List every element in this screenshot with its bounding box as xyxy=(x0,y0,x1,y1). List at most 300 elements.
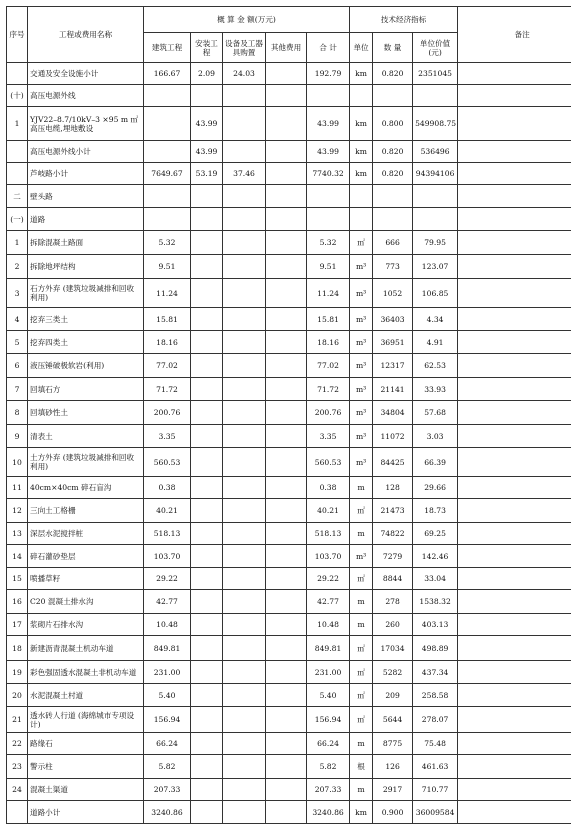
row-seq: 8 xyxy=(7,401,28,425)
row-unit-value: 498.89 xyxy=(413,636,458,661)
row-remark xyxy=(458,425,571,448)
row-unit xyxy=(350,85,373,107)
row-unit-value: 94394106 xyxy=(413,163,458,185)
header-unit: 单位 xyxy=(350,33,373,63)
row-other xyxy=(266,163,307,185)
row-total: 207.33 xyxy=(307,779,350,801)
row-construction: 156.94 xyxy=(144,707,191,733)
table-row xyxy=(7,279,571,308)
row-installation xyxy=(191,231,223,255)
row-seq xyxy=(7,63,28,85)
row-equipment xyxy=(223,354,266,378)
row-other xyxy=(266,733,307,755)
row-name: 水泥混凝土村道 xyxy=(28,684,144,707)
row-construction xyxy=(144,85,191,107)
row-seq: (一) xyxy=(7,208,28,231)
header-construction: 建筑工程 xyxy=(144,33,191,63)
row-equipment xyxy=(223,755,266,779)
row-total: 192.79 xyxy=(307,63,350,85)
row-seq: 2 xyxy=(7,255,28,279)
header-remark: 备注 xyxy=(458,7,571,63)
row-remark xyxy=(458,185,571,208)
row-unit: m xyxy=(350,590,373,614)
row-name: 芦岐路小计 xyxy=(28,163,144,185)
row-remark xyxy=(458,733,571,755)
row-equipment xyxy=(223,636,266,661)
row-total: 5.40 xyxy=(307,684,350,707)
row-name: 清表土 xyxy=(28,425,144,448)
row-quantity: 11072 xyxy=(373,425,413,448)
row-quantity: 21141 xyxy=(373,378,413,401)
row-quantity xyxy=(373,185,413,208)
row-equipment xyxy=(223,661,266,684)
row-total: 43.99 xyxy=(307,107,350,141)
row-quantity: 126 xyxy=(373,755,413,779)
row-installation xyxy=(191,255,223,279)
row-construction: 29.22 xyxy=(144,568,191,590)
table-row xyxy=(7,661,571,684)
table-row xyxy=(7,707,571,733)
row-name: 挖弃三类土 xyxy=(28,308,144,331)
row-installation xyxy=(191,208,223,231)
row-remark xyxy=(458,661,571,684)
row-equipment xyxy=(223,279,266,308)
row-equipment xyxy=(223,107,266,141)
row-quantity: 84425 xyxy=(373,448,413,477)
row-construction: 66.24 xyxy=(144,733,191,755)
row-name: C20 混凝土排水沟 xyxy=(28,590,144,614)
row-seq: 1 xyxy=(7,231,28,255)
row-unit: m³ xyxy=(350,308,373,331)
row-unit: m xyxy=(350,477,373,499)
row-remark xyxy=(458,614,571,636)
row-unit-value xyxy=(413,185,458,208)
row-unit-value: 536496 xyxy=(413,141,458,163)
row-remark xyxy=(458,448,571,477)
row-name: 回填砂性土 xyxy=(28,401,144,425)
row-equipment xyxy=(223,231,266,255)
row-total xyxy=(307,185,350,208)
row-equipment xyxy=(223,378,266,401)
row-total: 0.38 xyxy=(307,477,350,499)
row-quantity: 36951 xyxy=(373,331,413,354)
row-construction: 71.72 xyxy=(144,378,191,401)
row-seq: 19 xyxy=(7,661,28,684)
row-quantity: 8844 xyxy=(373,568,413,590)
row-total: 560.53 xyxy=(307,448,350,477)
row-unit-value: 4.34 xyxy=(413,308,458,331)
row-unit: km xyxy=(350,107,373,141)
row-remark xyxy=(458,85,571,107)
row-remark xyxy=(458,231,571,255)
row-remark xyxy=(458,279,571,308)
row-unit xyxy=(350,185,373,208)
header-quantity: 数 量 xyxy=(373,33,413,63)
row-unit: m³ xyxy=(350,401,373,425)
row-total: 200.76 xyxy=(307,401,350,425)
row-total: 66.24 xyxy=(307,733,350,755)
row-unit-value: 1538.32 xyxy=(413,590,458,614)
table-body xyxy=(7,63,571,824)
row-seq: 7 xyxy=(7,378,28,401)
row-name: 三向土工格栅 xyxy=(28,499,144,523)
row-other xyxy=(266,801,307,824)
row-quantity: 128 xyxy=(373,477,413,499)
row-remark xyxy=(458,107,571,141)
row-quantity: 666 xyxy=(373,231,413,255)
row-other xyxy=(266,523,307,545)
row-construction: 166.67 xyxy=(144,63,191,85)
row-other xyxy=(266,684,307,707)
row-total xyxy=(307,85,350,107)
row-other xyxy=(266,499,307,523)
row-construction xyxy=(144,208,191,231)
row-construction: 560.53 xyxy=(144,448,191,477)
row-unit-value: 549908.75 xyxy=(413,107,458,141)
table-row xyxy=(7,308,571,331)
row-unit-value: 461.63 xyxy=(413,755,458,779)
row-unit: m³ xyxy=(350,425,373,448)
row-installation xyxy=(191,85,223,107)
row-unit-value: 75.48 xyxy=(413,733,458,755)
row-installation xyxy=(191,636,223,661)
row-seq xyxy=(7,141,28,163)
header-unit-value: 单位价值(元) xyxy=(413,33,458,63)
row-other xyxy=(266,85,307,107)
row-unit-value: 123.07 xyxy=(413,255,458,279)
row-quantity: 0.800 xyxy=(373,107,413,141)
row-seq: 18 xyxy=(7,636,28,661)
row-construction: 7649.67 xyxy=(144,163,191,185)
table-row xyxy=(7,477,571,499)
row-quantity: 17034 xyxy=(373,636,413,661)
row-unit: km xyxy=(350,801,373,824)
row-name: 高压电源外线小计 xyxy=(28,141,144,163)
table-row xyxy=(7,590,571,614)
row-seq xyxy=(7,163,28,185)
row-installation xyxy=(191,684,223,707)
row-remark xyxy=(458,378,571,401)
row-seq: 1 xyxy=(7,107,28,141)
row-equipment xyxy=(223,545,266,568)
row-total: 18.16 xyxy=(307,331,350,354)
row-installation xyxy=(191,523,223,545)
row-equipment xyxy=(223,85,266,107)
row-unit: 根 xyxy=(350,755,373,779)
row-equipment xyxy=(223,801,266,824)
row-equipment xyxy=(223,425,266,448)
row-installation: 43.99 xyxy=(191,141,223,163)
header-tech: 技术经济指标 xyxy=(350,7,458,33)
row-equipment xyxy=(223,590,266,614)
row-unit-value: 18.73 xyxy=(413,499,458,523)
row-total: 15.81 xyxy=(307,308,350,331)
row-name: 彩色强固透水混凝土非机动车道 xyxy=(28,661,144,684)
row-seq: 10 xyxy=(7,448,28,477)
row-name: 40cm×40cm 碎石盲沟 xyxy=(28,477,144,499)
row-construction: 3.35 xyxy=(144,425,191,448)
row-seq: 15 xyxy=(7,568,28,590)
row-unit-value: 2351045 xyxy=(413,63,458,85)
row-construction: 9.51 xyxy=(144,255,191,279)
row-installation xyxy=(191,331,223,354)
row-name: 挖弃四类土 xyxy=(28,331,144,354)
row-construction: 103.70 xyxy=(144,545,191,568)
header-estimate: 概 算 金 额(万元) xyxy=(144,7,350,33)
row-unit: m³ xyxy=(350,378,373,401)
row-remark xyxy=(458,401,571,425)
table-row xyxy=(7,523,571,545)
row-remark xyxy=(458,779,571,801)
table-row xyxy=(7,545,571,568)
row-quantity: 74822 xyxy=(373,523,413,545)
row-construction: 5.82 xyxy=(144,755,191,779)
row-name: 道路小计 xyxy=(28,801,144,824)
row-other xyxy=(266,378,307,401)
row-seq: 22 xyxy=(7,733,28,755)
row-unit-value: 66.39 xyxy=(413,448,458,477)
row-unit: m³ xyxy=(350,331,373,354)
row-total: 5.32 xyxy=(307,231,350,255)
row-name: 深层水泥搅拌桩 xyxy=(28,523,144,545)
row-name: 高压电源外线 xyxy=(28,85,144,107)
row-remark xyxy=(458,141,571,163)
row-name: 石方外弃 (建筑垃圾减排和回收利用) xyxy=(28,279,144,308)
row-construction: 42.77 xyxy=(144,590,191,614)
row-other xyxy=(266,331,307,354)
row-remark xyxy=(458,636,571,661)
row-other xyxy=(266,477,307,499)
row-construction: 849.81 xyxy=(144,636,191,661)
row-quantity: 5282 xyxy=(373,661,413,684)
row-other xyxy=(266,707,307,733)
row-name: 混凝土渠道 xyxy=(28,779,144,801)
table-row xyxy=(7,448,571,477)
table-row xyxy=(7,231,571,255)
row-construction: 518.13 xyxy=(144,523,191,545)
row-unit: km xyxy=(350,163,373,185)
row-unit: ㎡ xyxy=(350,231,373,255)
row-quantity: 36403 xyxy=(373,308,413,331)
row-construction xyxy=(144,107,191,141)
row-equipment xyxy=(223,707,266,733)
row-other xyxy=(266,755,307,779)
row-unit: m³ xyxy=(350,354,373,378)
row-name: 液压锤破极软岩(利用) xyxy=(28,354,144,378)
row-name: 碎石灌砂垫层 xyxy=(28,545,144,568)
table-row xyxy=(7,255,571,279)
row-construction xyxy=(144,141,191,163)
row-seq: 二 xyxy=(7,185,28,208)
row-equipment xyxy=(223,614,266,636)
row-unit: m³ xyxy=(350,255,373,279)
table-row xyxy=(7,163,571,185)
row-remark xyxy=(458,684,571,707)
row-other xyxy=(266,401,307,425)
row-seq: 13 xyxy=(7,523,28,545)
row-unit-value: 36009584 xyxy=(413,801,458,824)
row-equipment xyxy=(223,568,266,590)
row-total: 42.77 xyxy=(307,590,350,614)
row-quantity: 278 xyxy=(373,590,413,614)
row-unit-value: 62.53 xyxy=(413,354,458,378)
row-unit-value: 437.34 xyxy=(413,661,458,684)
row-construction: 11.24 xyxy=(144,279,191,308)
row-construction: 15.81 xyxy=(144,308,191,331)
table-row xyxy=(7,63,571,85)
row-seq: 3 xyxy=(7,279,28,308)
row-other xyxy=(266,308,307,331)
row-unit-value: 33.04 xyxy=(413,568,458,590)
header-seq: 序号 xyxy=(7,7,28,63)
row-seq: 16 xyxy=(7,590,28,614)
row-other xyxy=(266,590,307,614)
row-installation xyxy=(191,401,223,425)
row-unit: ㎡ xyxy=(350,684,373,707)
table-row xyxy=(7,614,571,636)
row-seq: 21 xyxy=(7,707,28,733)
row-installation xyxy=(191,185,223,208)
row-unit: ㎡ xyxy=(350,499,373,523)
table-row xyxy=(7,185,571,208)
row-seq: 6 xyxy=(7,354,28,378)
row-name: 新建沥青混凝土机动车道 xyxy=(28,636,144,661)
row-quantity: 2917 xyxy=(373,779,413,801)
row-total: 849.81 xyxy=(307,636,350,661)
row-quantity: 12317 xyxy=(373,354,413,378)
row-total: 156.94 xyxy=(307,707,350,733)
row-quantity: 260 xyxy=(373,614,413,636)
row-name: 交通及安全设施小计 xyxy=(28,63,144,85)
row-unit-value: 29.66 xyxy=(413,477,458,499)
table-row xyxy=(7,684,571,707)
row-total: 71.72 xyxy=(307,378,350,401)
row-name: 拆除混凝土路面 xyxy=(28,231,144,255)
row-construction: 40.21 xyxy=(144,499,191,523)
row-seq: 12 xyxy=(7,499,28,523)
estimate-table xyxy=(6,6,571,824)
row-installation: 53.19 xyxy=(191,163,223,185)
row-installation xyxy=(191,779,223,801)
row-construction: 207.33 xyxy=(144,779,191,801)
row-installation xyxy=(191,354,223,378)
row-equipment xyxy=(223,141,266,163)
row-quantity: 5644 xyxy=(373,707,413,733)
row-other xyxy=(266,448,307,477)
row-installation xyxy=(191,477,223,499)
row-installation xyxy=(191,661,223,684)
row-installation: 2.09 xyxy=(191,63,223,85)
row-other xyxy=(266,63,307,85)
row-installation xyxy=(191,545,223,568)
table-row xyxy=(7,801,571,824)
table-row xyxy=(7,425,571,448)
row-seq: (十) xyxy=(7,85,28,107)
table-row xyxy=(7,499,571,523)
header-installation: 安装工程 xyxy=(191,33,223,63)
row-name: 喷播草籽 xyxy=(28,568,144,590)
row-equipment xyxy=(223,779,266,801)
row-unit-value: 57.68 xyxy=(413,401,458,425)
row-installation xyxy=(191,590,223,614)
row-unit-value xyxy=(413,85,458,107)
row-other xyxy=(266,231,307,255)
table-row xyxy=(7,208,571,231)
row-total xyxy=(307,208,350,231)
row-installation xyxy=(191,733,223,755)
row-name: YJV22–8.7/10kV–3 ×95 m ㎡ 高压电缆,埋地敷设 xyxy=(28,107,144,141)
row-equipment xyxy=(223,308,266,331)
row-name: 浆砌片石排水沟 xyxy=(28,614,144,636)
row-quantity xyxy=(373,208,413,231)
table-row xyxy=(7,636,571,661)
row-total: 518.13 xyxy=(307,523,350,545)
row-unit-value: 3.03 xyxy=(413,425,458,448)
row-installation xyxy=(191,279,223,308)
row-construction: 3240.86 xyxy=(144,801,191,824)
row-seq: 20 xyxy=(7,684,28,707)
row-remark xyxy=(458,477,571,499)
row-total: 77.02 xyxy=(307,354,350,378)
row-total: 5.82 xyxy=(307,755,350,779)
row-unit: m xyxy=(350,733,373,755)
header-equipment: 设备及工器具购置 xyxy=(223,33,266,63)
row-total: 3240.86 xyxy=(307,801,350,824)
row-name: 警示柱 xyxy=(28,755,144,779)
row-installation xyxy=(191,499,223,523)
row-installation xyxy=(191,568,223,590)
row-remark xyxy=(458,331,571,354)
row-seq: 9 xyxy=(7,425,28,448)
row-unit xyxy=(350,208,373,231)
row-other xyxy=(266,354,307,378)
row-installation xyxy=(191,801,223,824)
row-total: 103.70 xyxy=(307,545,350,568)
row-installation xyxy=(191,448,223,477)
row-name: 土方外弃 (建筑垃圾减排和回收利用) xyxy=(28,448,144,477)
row-remark xyxy=(458,801,571,824)
row-unit: m xyxy=(350,779,373,801)
row-unit: ㎡ xyxy=(350,707,373,733)
row-equipment xyxy=(223,684,266,707)
row-other xyxy=(266,107,307,141)
row-quantity: 7279 xyxy=(373,545,413,568)
row-installation: 43.99 xyxy=(191,107,223,141)
table-row xyxy=(7,733,571,755)
row-seq: 24 xyxy=(7,779,28,801)
table-row xyxy=(7,107,571,141)
row-installation xyxy=(191,755,223,779)
row-equipment xyxy=(223,185,266,208)
row-other xyxy=(266,568,307,590)
table-row xyxy=(7,568,571,590)
row-other xyxy=(266,185,307,208)
row-other xyxy=(266,545,307,568)
row-unit: m xyxy=(350,614,373,636)
row-unit: ㎡ xyxy=(350,636,373,661)
row-remark xyxy=(458,590,571,614)
row-seq: 4 xyxy=(7,308,28,331)
table-row xyxy=(7,401,571,425)
row-equipment xyxy=(223,208,266,231)
row-other xyxy=(266,279,307,308)
row-construction: 10.48 xyxy=(144,614,191,636)
row-other xyxy=(266,141,307,163)
row-unit-value: 69.25 xyxy=(413,523,458,545)
row-total: 3.35 xyxy=(307,425,350,448)
row-remark xyxy=(458,163,571,185)
row-remark xyxy=(458,63,571,85)
